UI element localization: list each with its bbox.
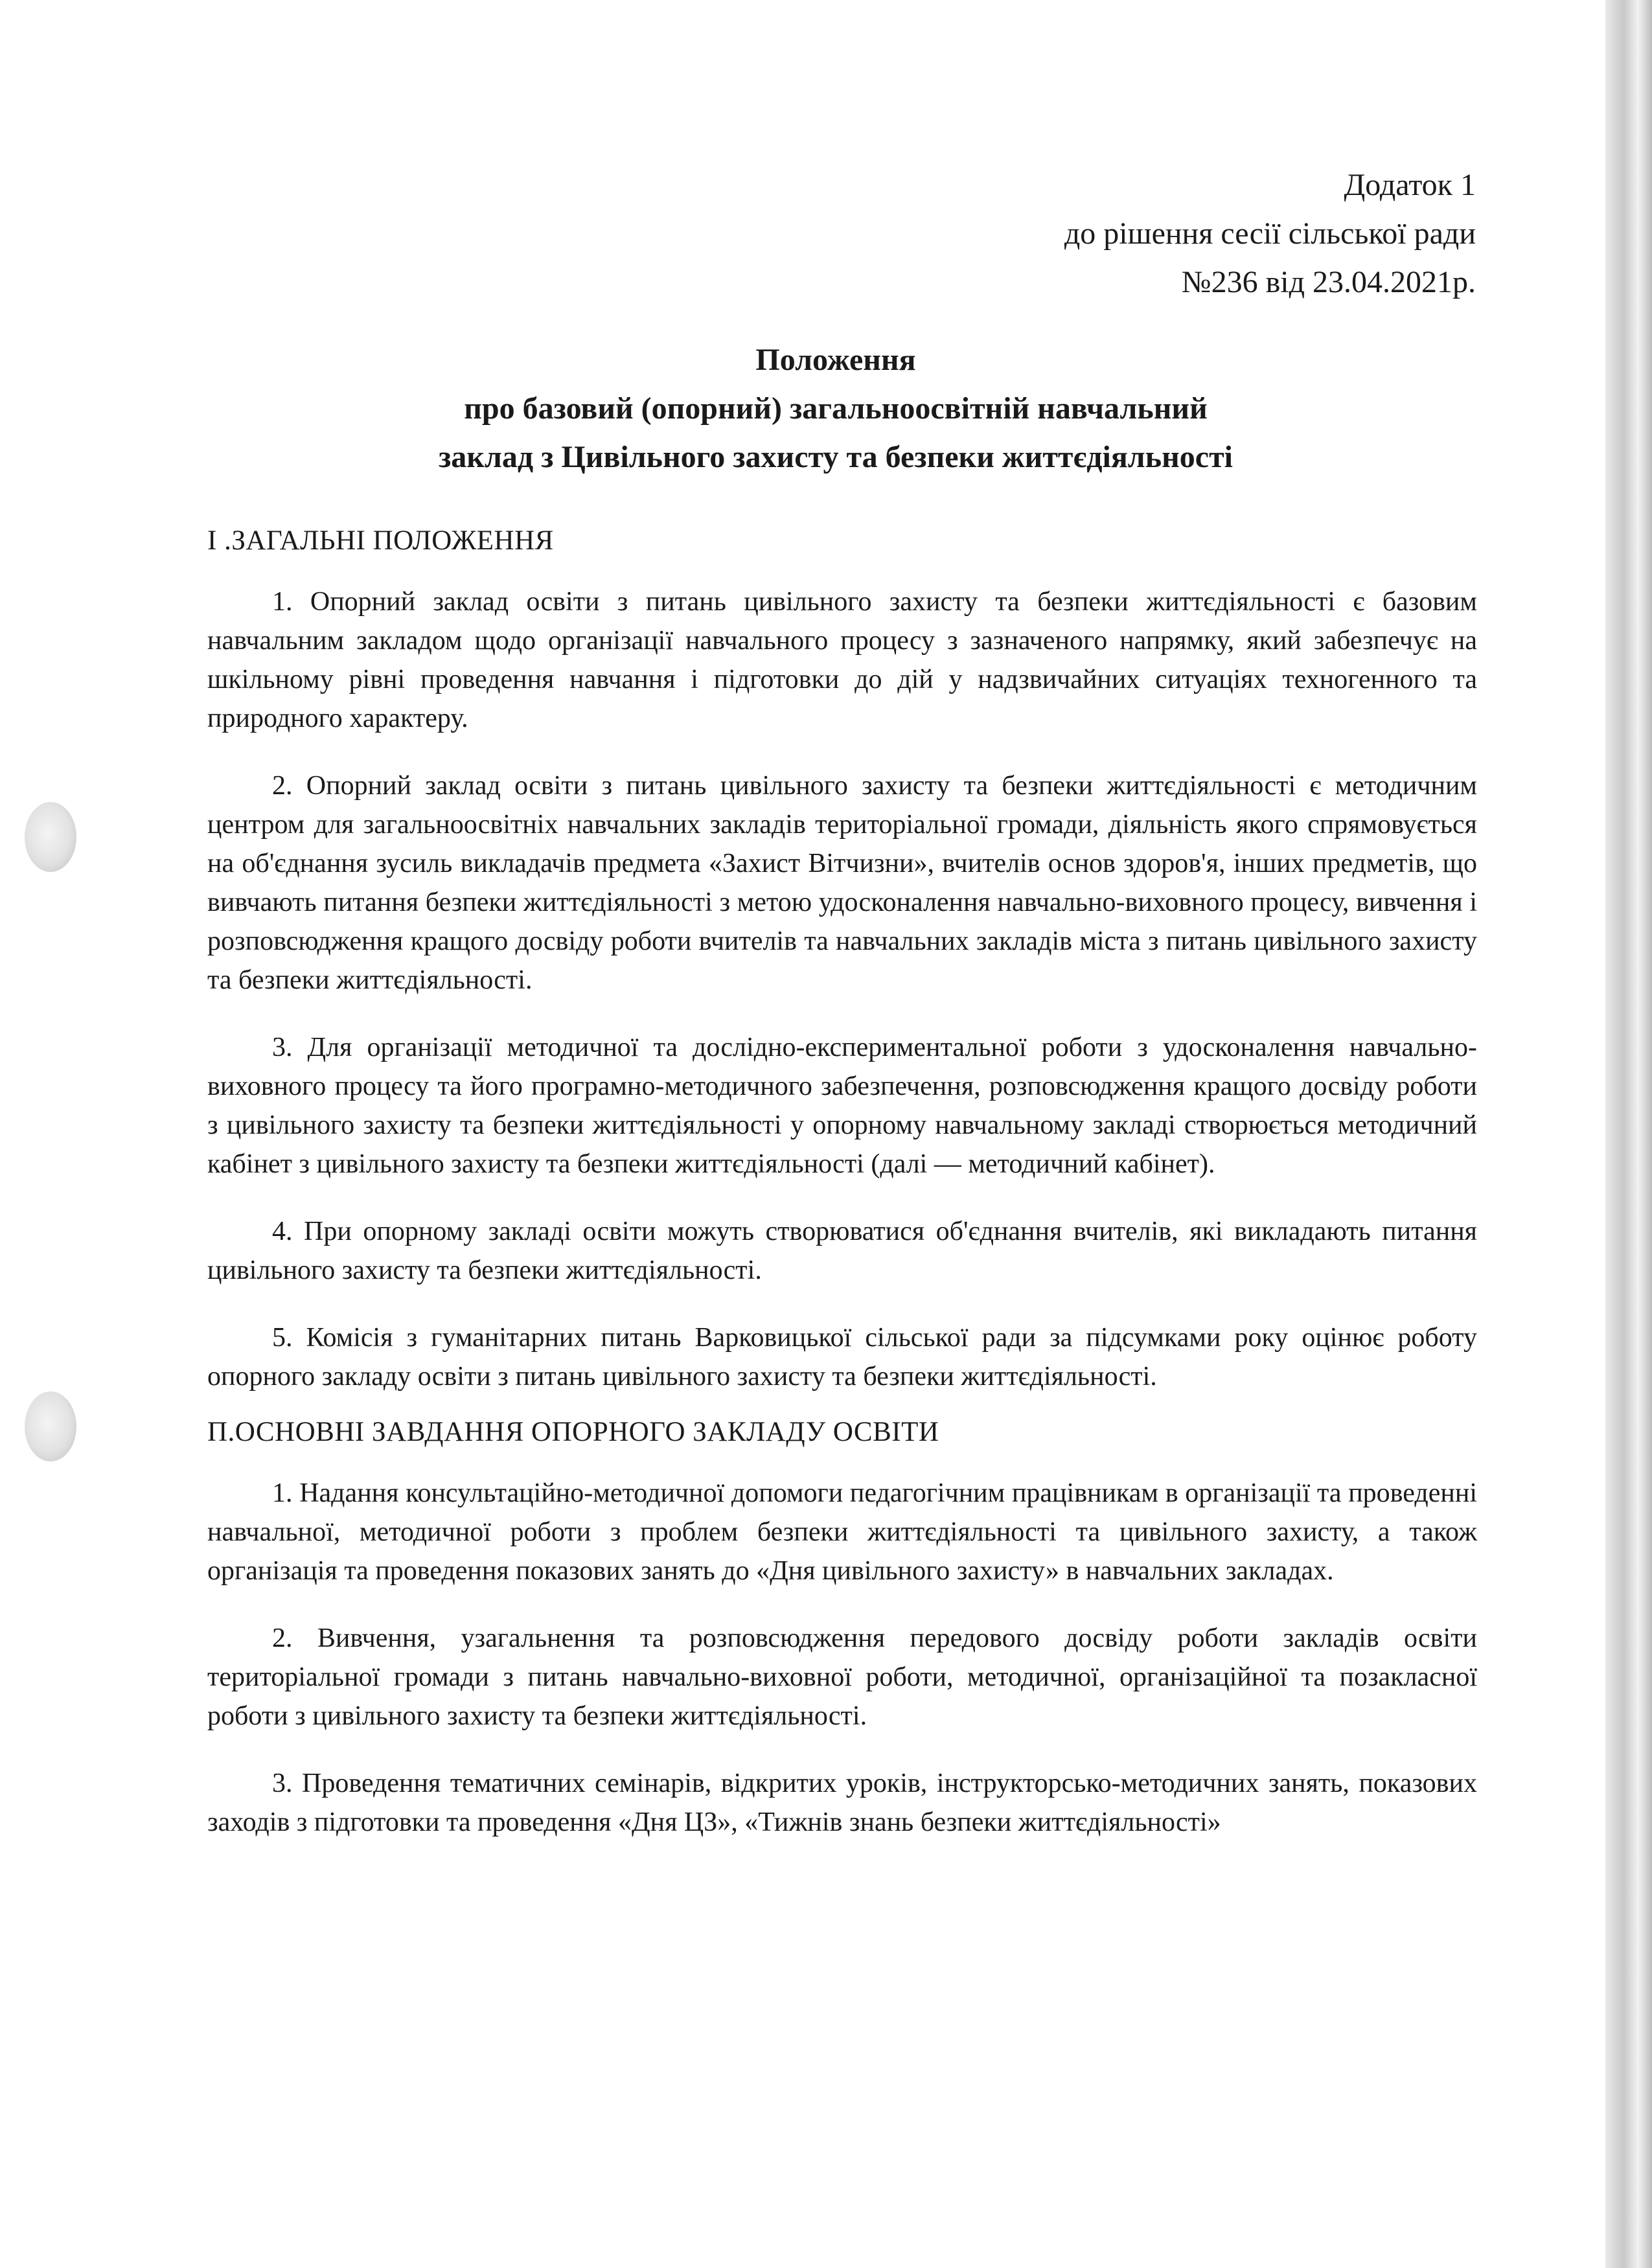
section-heading-general: І .ЗАГАЛЬНІ ПОЛОЖЕННЯ	[207, 525, 554, 556]
paragraph: 1. Опорний заклад освіти з питань цивільного захисту та безпеки життєдіяльності є базовим навчальним закладом щодо організації навчального процесу з зазначеного напрямку, який забезпечує на шкільному рівні проведення навчання і підготовки до дій у надзвичайних ситуаціях техногенного та природного характеру.	[207, 587, 1477, 733]
punch-hole	[25, 1392, 76, 1461]
paragraph: 5. Комісія з гуманітарних питань Варковицької сільської ради за підсумками року оцінює роботу опорного закладу освіти з питань цивільного захисту та безпеки життєдіяльності.	[207, 1323, 1477, 1392]
paragraph: 4. При опорному закладі освіти можуть створюватися об'єднання вчителів, які викладають питання цивільного захисту та безпеки життєдіяльності.	[207, 1217, 1477, 1285]
paragraph: 1. Надання консультаційно-методичної допомоги педагогічним працівникам в організації та проведенні навчальної, методичної роботи з проблем безпеки життєдіяльності та цивільного захисту, а також організація та проведення показових занять до «Дня цивільного захисту» в навчальних закладах.	[207, 1478, 1477, 1586]
appendix-number: Додаток 1	[1344, 168, 1476, 202]
page-edge	[1605, 0, 1652, 2268]
paragraph: 2. Вивчення, узагальнення та розповсюдження передового досвіду роботи закладів освіти територіальної громади з питань навчально-виховної роботи, методичної, організаційної та позакласної роботи з цивільного захисту та безпеки життєдіяльності.	[207, 1623, 1477, 1731]
paragraph: 3. Для організації методичної та дослідно-експериментальної роботи з удосконалення навчально-виховного процесу та його програмно-методичного забезпечення, розповсюдження кращого досвіду роботи з цивільного захисту та безпеки життєдіяльності у опорному навчальному закладі створюється методичний кабінет з цивільного захисту та безпеки життєдіяльності (далі — методичний кабінет).	[207, 1033, 1477, 1179]
appendix-header	[1064, 161, 1476, 306]
title-line: Положення	[755, 343, 916, 377]
title-line: заклад з Цивільного захисту та безпеки життєдіяльності	[439, 440, 1233, 474]
document-body	[207, 521, 1477, 1870]
decision-number-date: №236 від 23.04.2021р.	[1181, 265, 1476, 299]
decision-reference: до рішення сесії сільської ради	[1064, 216, 1476, 251]
punch-hole	[25, 802, 76, 872]
title-line: про базовий (опорний) загальноосвітній навчальний	[464, 391, 1208, 426]
section-heading-tasks: П.ОСНОВНІ ЗАВДАННЯ ОПОРНОГО ЗАКЛАДУ ОСВІТИ	[207, 1417, 939, 1447]
paragraph: 2. Опорний заклад освіти з питань цивільного захисту та безпеки життєдіяльності є методичним центром для загальноосвітніх навчальних закладів територіальної громади, діяльність якого спрямовується на об'єднання зусиль викладачів предмета «Захист Вітчизни», вчителів основ здоров'я, інших предметів, що вивчають питання безпеки життєдіяльності з метою удосконалення навчально-виховного процесу, вивчення і розповсюдження кращого досвіду роботи вчителів та навчальних закладів міста з питань цивільного захисту та безпеки життєдіяльності.	[207, 771, 1477, 995]
document-title	[194, 336, 1477, 481]
paragraph: 3. Проведення тематичних семінарів, відкритих уроків, інструкторсько-методичних занять, показових заходів з підготовки та проведення «Дня ЦЗ», «Тижнів знань безпеки життєдіяльності»	[207, 1769, 1477, 1837]
